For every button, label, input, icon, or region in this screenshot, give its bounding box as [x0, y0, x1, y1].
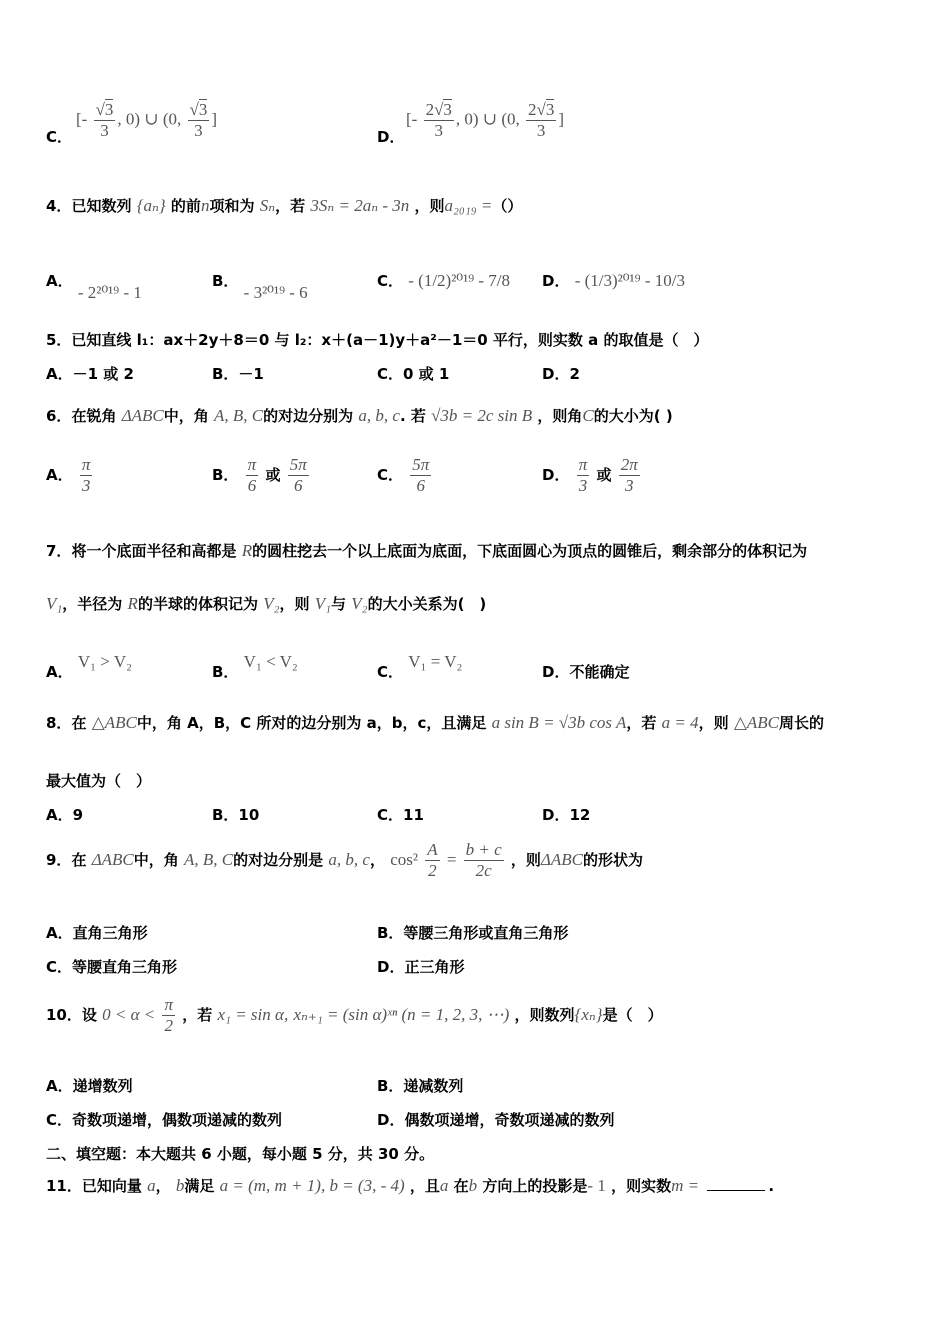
q7-option-d: D．不能确定: [542, 663, 630, 681]
q8-option-d: D．12: [542, 806, 591, 824]
q4-option-a: A． - 2²⁰¹⁹ - 1: [46, 272, 142, 302]
answer-blank[interactable]: [707, 1190, 765, 1191]
q5-option-c: C．0 或 1: [377, 365, 450, 383]
q10-option-a: A．递增数列: [46, 1077, 133, 1095]
question-7-line-1: 7．将一个底面半径和高都是 R的圆柱挖去一个以上底面为底面，下底面圆心为顶点的圆锥后，剩余部分的体积记为: [46, 541, 808, 560]
q4-option-b: B． - 3²⁰¹⁹ - 6: [212, 272, 308, 302]
q3-option-d: D．: [377, 128, 405, 146]
q6-condition: √3b = 2c sin B: [431, 406, 533, 425]
question-9: 9．在 ΔABC中，角 A, B, C的对边分别是 a, b, c， cos² $\frac{A}{2}$ = $\frac{b + c}{2c}$ ，则ΔABC的形状为: [46, 840, 644, 880]
q10-option-b: B．递减数列: [377, 1077, 464, 1095]
question-8-line-1: 8．在 △ABC中，角 A，B，C 所对的边分别为 a，b，c，且满足 a sin B = √3b cos A，若 a = 4，则 △ABC周长的: [46, 713, 825, 732]
q7-option-b: B． V₁ < V₂: [212, 652, 298, 681]
q8-option-c: C．11: [377, 806, 424, 824]
q3-option-c-expr: [- $\frac{√3}{3}$ , 0) ∪ (0, $\frac{√3}{3}$ ]: [76, 100, 218, 140]
q9-option-b: B．等腰三角形或直角三角形: [377, 924, 569, 942]
question-11: 11．已知向量 a， b满足 a = (m, m + 1), b = (3, - 4) ，且a 在b 方向上的投影是- 1 ，则实数m = .: [46, 1176, 775, 1195]
question-8-line-2: 最大值为（ ）: [46, 772, 152, 790]
q7-option-a: A． V₁ > V₂: [46, 652, 133, 681]
q11-condition: a = (m, m + 1), b = (3, - 4): [219, 1176, 405, 1195]
q10-recurrence: xₙ₊₁ = (sin α)ˣⁿ (n = 1, 2, 3, ⋯): [293, 1005, 510, 1024]
q5-option-a: A．－1 或 2: [46, 365, 134, 383]
question-5: 5．已知直线 l₁：ax＋2y＋8＝0 与 l₂：x＋(a－1)y＋a²－1＝0 平行，则实数 a 的取值是（ ）: [46, 331, 709, 349]
q9-option-a: A．直角三角形: [46, 924, 148, 942]
question-6: 6．在锐角 ΔABC中，角 A, B, C的对边分别为 a, b, c. 若 √3b = 2c sin B ，则角C的大小为( ): [46, 406, 673, 425]
question-10: 10．设 0 < α < $\frac{\pi}{2}$ ，若 x₁ = sin α, xₙ₊₁ = (sin α)ˣⁿ (n = 1, 2, 3, ⋯) ，则数列{xₙ}是（ ）: [46, 995, 663, 1035]
q6-option-c: C． $\frac{5\pi}{6}$: [377, 455, 430, 495]
q4-an: {aₙ}: [136, 196, 166, 215]
q10-option-d: D．偶数项递增，奇数项递减的数列: [377, 1111, 615, 1129]
question-4: 4．已知数列 {aₙ} 的前n项和为 Sₙ，若 3Sₙ = 2aₙ - 3n ，则a₂₀₁₉ =（）: [46, 196, 523, 215]
q10-option-c: C．奇数项递增，偶数项递减的数列: [46, 1111, 283, 1129]
q4-option-c: C． - (1/2)²⁰¹⁹ - 7/8: [377, 271, 511, 290]
question-7-line-2: V₁，半径为 R的半球的体积记为 V₂，则 V₁与 V₂的大小关系为( ): [46, 594, 487, 613]
q4-condition: 3Sₙ = 2aₙ - 3n: [310, 196, 410, 215]
q4-option-d: D． - (1/3)²⁰¹⁹ - 10/3: [542, 271, 685, 290]
section-heading-fill-in: 二、填空题：本大题共 6 小题，每小题 5 分，共 30 分。: [46, 1145, 435, 1163]
q8-option-a: A．9: [46, 806, 84, 824]
q5-option-d: D．2: [542, 365, 580, 383]
q6-option-d: D． $\frac{\pi}{3}$ 或 $\frac{2\pi}{3}$: [542, 455, 638, 495]
q6-option-a: A． $\frac{\pi}{3}$: [46, 455, 91, 495]
q9-option-d: D．正三角形: [377, 958, 465, 976]
q8-condition: a sin B = √3b cos A: [491, 713, 627, 732]
q6-option-b: B． $\frac{\pi}{6}$ 或 $\frac{5\pi}{6}$: [212, 455, 307, 495]
q8-option-b: B．10: [212, 806, 260, 824]
q5-option-b: B．－1: [212, 365, 264, 383]
q7-option-c: C． V₁ = V₂: [377, 652, 463, 681]
q9-option-c: C．等腰直角三角形: [46, 958, 178, 976]
q3-option-d-expr: [- $\frac{2√3}{3}$ , 0) ∪ (0, $\frac{2√3}{3}$ ]: [406, 100, 565, 140]
q3-option-c: C．: [46, 128, 73, 146]
